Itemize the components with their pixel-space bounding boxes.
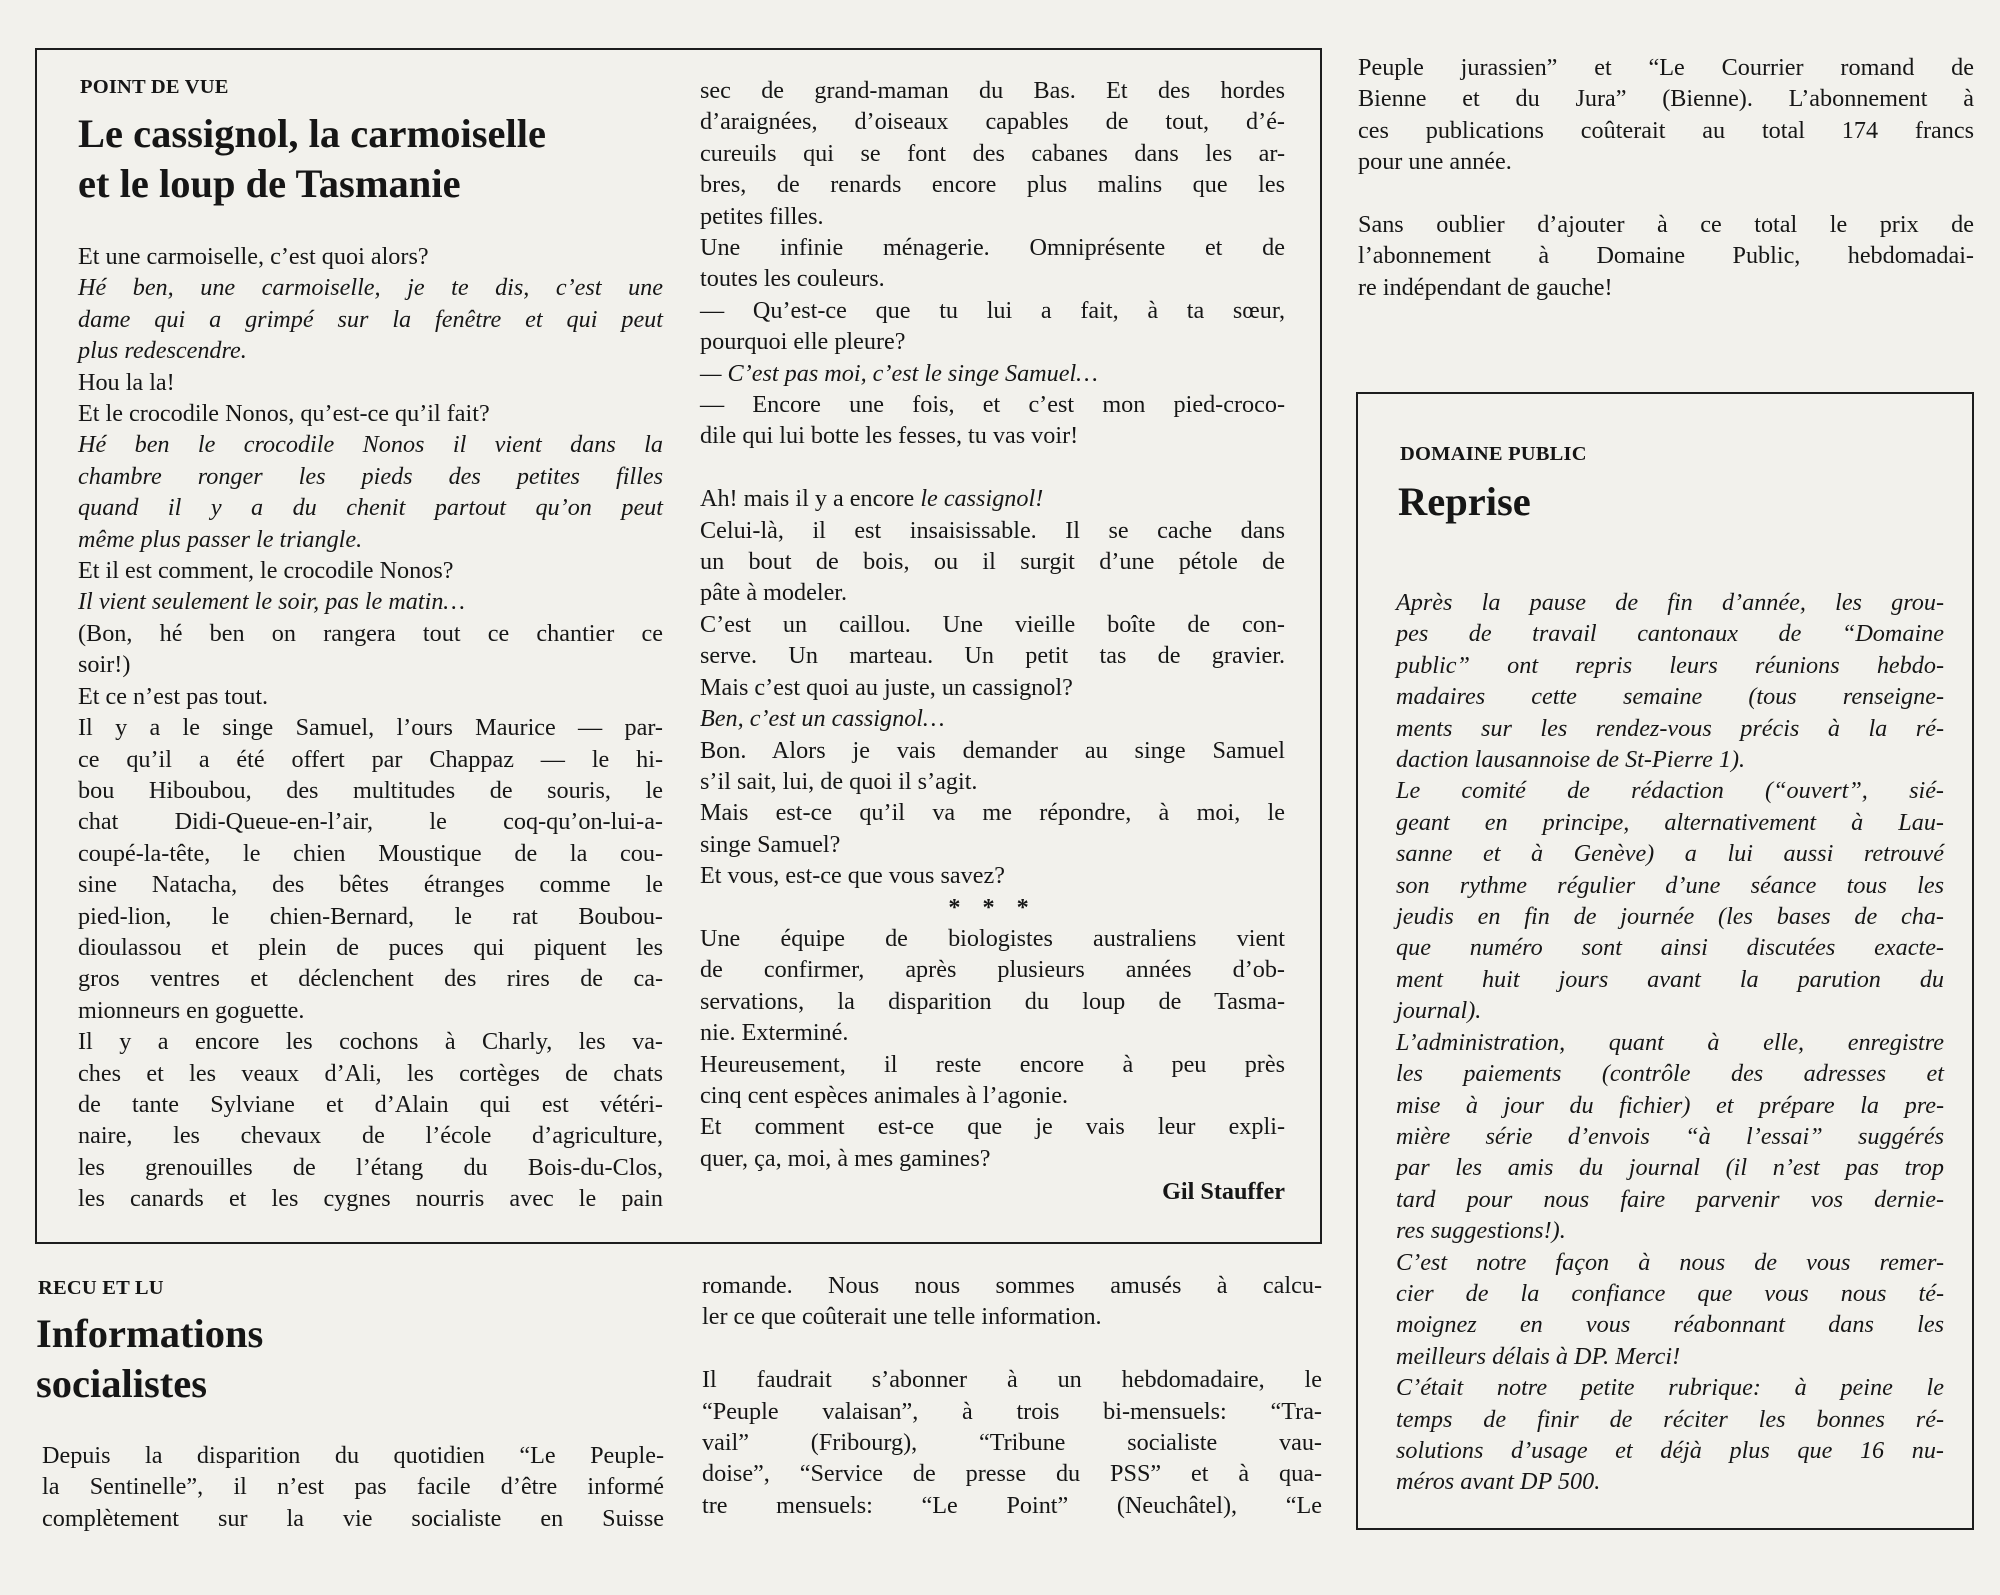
text-block [78, 241, 663, 1215]
text-line: cinq cent espèces animales à l’agonie. [700, 1081, 1069, 1109]
text-line: plus redescendre. [78, 337, 247, 365]
text-line: Et il est comment, le crocodile Nonos? [78, 557, 454, 585]
text-line: nie. Exterminé. [700, 1019, 849, 1047]
text-line: moignez en vous réabonnant dans les [1396, 1311, 1944, 1339]
recu-column-2 [702, 1270, 1322, 1521]
text-line: madaires cette semaine (tous renseigne- [1396, 683, 1944, 711]
text-line: vail” (Fribourg), “Tribune socialiste vau- [702, 1429, 1322, 1457]
text-line: C’est notre façon à nous de vous remer- [1396, 1248, 1944, 1276]
text-line: d’araignées, d’oiseaux capables de tout, d’é- [700, 108, 1285, 136]
text-line: de tante Sylviane et d’Alain qui est vétéri- [78, 1090, 663, 1118]
text-line: Le comité de rédaction (“ouvert”, sié- [1396, 777, 1944, 805]
text-line: sec de grand-maman du Bas. Et des hordes [700, 77, 1285, 104]
text-line: pour une année. [1358, 148, 1512, 176]
text-block [42, 1440, 664, 1534]
text-block [700, 923, 1285, 1174]
text-block [1396, 587, 1944, 1498]
author-signature: Gil Stauffer [1162, 1178, 1285, 1206]
text-line: tre mensuels: “Le Point” (Neuchâtel), “Le [702, 1491, 1322, 1519]
text-line: Celui-là, il est insaisissable. Il se cache dans [700, 516, 1285, 544]
text-line: chambre ronger les pieds des petites filles [78, 462, 663, 490]
text-line: dame qui a grimpé sur la fenêtre et qui peut [78, 305, 663, 333]
article-title-socialistes: socialistes [36, 1361, 207, 1406]
text-line: chat Didi-Queue-en-l’air, le coq-qu’on-lui-a- [78, 808, 663, 836]
text-line: mise à jour du fichier) et prépare la pre- [1396, 1091, 1944, 1119]
text-line: daction lausannoise de St-Pierre 1). [1396, 746, 1746, 774]
text-line: méros avant DP 500. [1396, 1468, 1601, 1496]
text-line: romande. Nous nous sommes amusés à calcu- [702, 1272, 1322, 1299]
domaine-public-column [1396, 587, 1944, 1498]
article-title-line-1: Le cassignol, la carmoiselle [78, 111, 546, 156]
text-line: complètement sur la vie socialiste en Suisse [42, 1504, 664, 1532]
text-line: servations, la disparition du loup de Tasma- [700, 987, 1285, 1015]
text-line: L’administration, quant à elle, enregistre [1396, 1028, 1944, 1056]
text-line: pied-lion, le chien-Bernard, le rat Boubou- [78, 902, 663, 930]
text-line: mière série d’envois “à l’essai” suggérés [1396, 1122, 1944, 1150]
text-line: geant en principe, alternativement à Lau- [1396, 808, 1944, 836]
cassignol-intro-italic: le cassignol! [920, 485, 1044, 513]
section-kicker-point-de-vue: POINT DE VUE [80, 76, 229, 98]
text-block [700, 515, 1285, 892]
text-line: Il vient seulement le soir, pas le matin… [78, 588, 465, 616]
text-line: pes de travail cantonaux de “Domaine [1396, 620, 1944, 648]
text-line: Bon. Alors je vais demander au singe Samuel [700, 736, 1285, 764]
text-line: cureuils qui se font des cabanes dans les ar- [700, 139, 1285, 167]
text-line: mionneurs en goguette. [78, 996, 305, 1024]
text-line: cier de la confiance que vous nous té- [1396, 1279, 1944, 1307]
text-line: ches et les veaux d’Ali, les cortèges de chats [78, 1059, 663, 1087]
text-line: Mais est-ce qu’il va me répondre, à moi, le [700, 799, 1285, 827]
text-line: singe Samuel? [700, 830, 841, 858]
text-line: s’il sait, lui, de quoi il s’agit. [700, 767, 978, 795]
text-line: ments sur les rendez-vous précis à la ré- [1396, 714, 1944, 742]
text-line: jeudis en fin de journée (les bases de cha- [1396, 903, 1944, 931]
text-line: Il y a encore les cochons à Charly, les va- [78, 1028, 663, 1056]
text-line: C’est un caillou. Une vieille boîte de con- [700, 610, 1285, 638]
text-line: solutions d’usage et déjà plus que 16 nu- [1396, 1436, 1944, 1464]
text-line: C’était notre petite rubrique: à peine le [1396, 1374, 1944, 1402]
text-line: sine Natacha, des bêtes étranges comme le [78, 871, 663, 899]
text-line: son rythme régulier d’une séance tous les [1396, 871, 1944, 899]
article-title-line-2: et le loup de Tasmanie [78, 161, 461, 206]
text-line: Et ce n’est pas tout. [78, 682, 269, 710]
text-line: sanne et à Genève) a lui aussi retrouvé [1396, 840, 1944, 868]
text-line: de confirmer, après plusieurs années d’ob- [700, 956, 1285, 984]
text-line: “Peuple valaisan”, à trois bi-mensuels: “Tra- [702, 1397, 1322, 1425]
text-line: dioulassou et plein de puces qui piquent les [78, 933, 663, 961]
text-line: ment huit jours avant la parution du [1396, 965, 1944, 993]
text-line: que numéro sont ainsi discutées exacte- [1396, 934, 1944, 962]
text-line: Et vous, est-ce que vous savez? [700, 862, 1005, 890]
article-column-1 [78, 241, 663, 1215]
text-line: Une équipe de biologistes australiens vient [700, 924, 1285, 952]
text-line: les paiements (contrôle des adresses et [1396, 1060, 1944, 1088]
text-line: Hou la la! [78, 368, 175, 396]
text-line: un bout de bois, ou il surgit d’une pétole de [700, 548, 1285, 576]
text-block [1358, 52, 1974, 178]
recu-column-3 [1358, 52, 1974, 303]
text-line: Hé ben, une carmoiselle, je te dis, c’est une [78, 274, 663, 302]
paragraph-gap [700, 452, 1285, 483]
text-line: toutes les couleurs. [700, 265, 885, 293]
text-line: Il y a le singe Samuel, l’ours Maurice — par- [78, 714, 663, 742]
text-line: (Bon, hé ben on rangera tout ce chantier ce [78, 619, 663, 647]
text-block [702, 1270, 1322, 1333]
text-line: doise”, “Service de presse du PSS” et à qua- [702, 1460, 1322, 1488]
text-line: par les amis du journal (il n’est pas trop [1396, 1154, 1944, 1182]
text-line: même plus passer le triangle. [78, 525, 363, 553]
text-line: tard pour nous faire parvenir vos dernie- [1396, 1185, 1944, 1213]
text-line: — Qu’est-ce que tu lui a fait, à ta sœur, [700, 296, 1285, 324]
article-column-2 [700, 75, 1285, 1208]
text-line: petites filles. [700, 202, 824, 230]
text-line: journal). [1396, 997, 1482, 1025]
text-line: bres, de renards encore plus malins que les [700, 171, 1285, 199]
text-line: Ben, c’est un cassignol… [700, 705, 945, 733]
cassignol-intro-line [700, 483, 1285, 514]
text-line: coupé-la-tête, le chien Moustique de la cou- [78, 839, 663, 867]
text-line: temps de finir de réciter les bonnes ré- [1396, 1405, 1944, 1433]
text-line: Bienne et du Jura” (Bienne). L’abonnement à [1358, 85, 1974, 113]
text-line: Depuis la disparition du quotidien “Le Peuple- [42, 1442, 664, 1469]
paragraph-gap [1358, 178, 1974, 209]
text-line: Une infinie ménagerie. Omniprésente et de [700, 234, 1285, 262]
text-line: Et le crocodile Nonos, qu’est-ce qu’il fait? [78, 400, 490, 428]
text-line: ce qu’il a été offert par Chappaz — le hi- [78, 745, 663, 773]
text-block [700, 75, 1285, 452]
text-line: res suggestions!). [1396, 1217, 1566, 1245]
text-line: Et comment est-ce que je vais leur expli- [700, 1113, 1285, 1141]
text-line: Mais c’est quoi au juste, un cassignol? [700, 673, 1073, 701]
cassignol-intro-text: Ah! mais il y a encore [700, 485, 921, 513]
text-line: bou Hiboubou, des multitudes de souris, le [78, 776, 663, 804]
text-line: Après la pause de fin d’année, les grou- [1396, 589, 1944, 616]
text-line: Hé ben le crocodile Nonos il vient dans la [78, 431, 663, 459]
text-line: — Encore une fois, et c’est mon pied-croco- [700, 391, 1285, 419]
section-kicker-recu-et-lu: RECU ET LU [38, 1277, 164, 1299]
text-line: pâte à modeler. [700, 579, 848, 607]
text-line: re indépendant de gauche! [1358, 273, 1613, 301]
text-line: Peuple jurassien” et “Le Courrier romand de [1358, 54, 1974, 81]
text-line: soir!) [78, 651, 131, 679]
text-line: les grenouilles de l’étang du Bois-du-Clos, [78, 1153, 663, 1181]
text-line: meilleurs délais à DP. Merci! [1396, 1342, 1681, 1370]
text-block [702, 1364, 1322, 1521]
text-line: naire, les chevaux de l’école d’agriculture, [78, 1122, 663, 1150]
section-kicker-domaine-public: DOMAINE PUBLIC [1400, 443, 1587, 465]
text-line: serve. Un marteau. Un petit tas de gravier. [700, 642, 1285, 670]
text-line: public” ont repris leurs réunions hebdo- [1396, 651, 1944, 679]
text-line: pourquoi elle pleure? [700, 328, 906, 356]
text-line: Et une carmoiselle, c’est quoi alors? [78, 243, 429, 270]
recu-column-1 [42, 1440, 664, 1534]
text-line: quer, ça, moi, à mes gamines? [700, 1144, 991, 1172]
article-title-informations: Informations [36, 1311, 264, 1356]
text-line: ces publications coûterait au total 174 francs [1358, 116, 1974, 144]
text-line: quand il y a du chenit partout qu’on peut [78, 494, 663, 522]
text-line: gros ventres et déclenchent des rires de ca- [78, 965, 663, 993]
text-line: ler ce que coûterait une telle information. [702, 1303, 1102, 1331]
text-line: Heureusement, il reste encore à peu près [700, 1050, 1285, 1078]
text-line: Il faudrait s’abonner à un hebdomadaire, le [702, 1366, 1322, 1394]
text-block [1358, 209, 1974, 303]
text-line: Sans oublier d’ajouter à ce total le prix de [1358, 211, 1974, 239]
paragraph-gap [702, 1333, 1322, 1364]
text-line: l’abonnement à Domaine Public, hebdomadai- [1358, 242, 1974, 270]
text-line: la Sentinelle”, il n’est pas facile d’être informé [42, 1473, 664, 1501]
text-line: — C’est pas moi, c’est le singe Samuel… [700, 359, 1098, 387]
article-title-reprise: Reprise [1398, 479, 1531, 524]
text-line: les canards et les cygnes nourris avec le pain [78, 1185, 663, 1213]
section-separator: * * * [948, 893, 1037, 921]
text-line: dile qui lui botte les fesses, tu vas voir! [700, 422, 1079, 450]
